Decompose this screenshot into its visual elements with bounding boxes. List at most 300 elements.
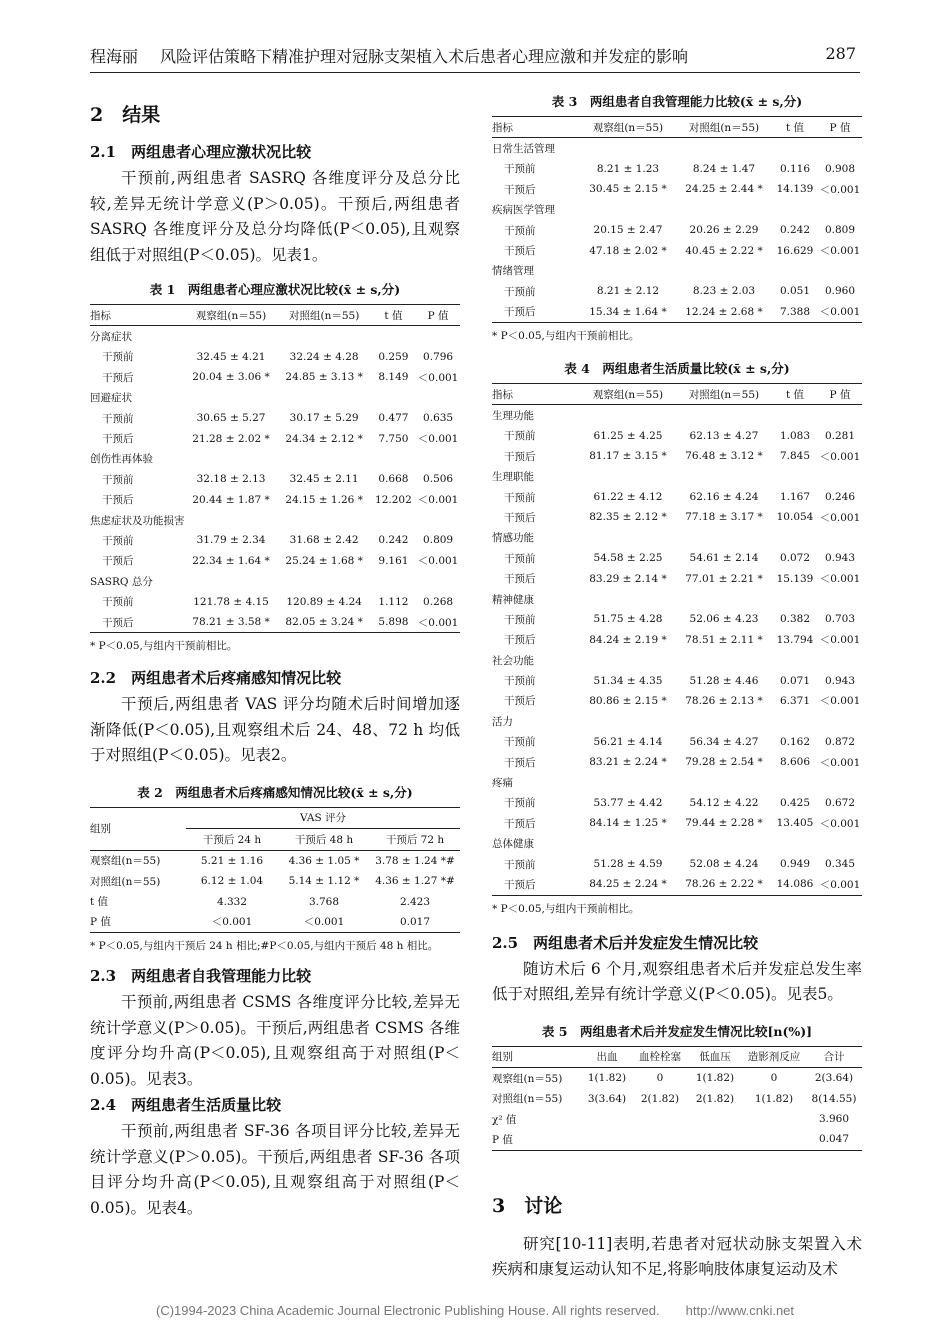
table-cell: 78.51 ± 2.11 *: [685, 633, 763, 646]
table-cell: 79.44 ± 2.28 *: [685, 817, 763, 830]
table-cell: 78.21 ± 3.58 *: [185, 612, 278, 633]
table-cell: [772, 589, 818, 609]
header-title: 风险评估策略下精准护理对冠脉支架植入术后患者心理应激和并发症的影响: [160, 47, 689, 66]
table-cell: 51.34 ± 4.35: [593, 674, 663, 687]
table-row: [90, 850, 460, 871]
table-row: [90, 551, 460, 571]
table-cell: 51.28 ± 4.59: [593, 858, 663, 871]
table-row: [90, 469, 460, 489]
table-cell: 0.047: [806, 1129, 862, 1150]
table-cell: 0.949: [779, 858, 811, 871]
table-cell: ＜0.001: [278, 912, 370, 933]
table-cell: [676, 138, 772, 159]
table-row: [90, 408, 460, 428]
table-cell: 0.242: [378, 534, 409, 547]
table-cell: 干预前: [102, 473, 134, 486]
table-cell: 生理职能: [492, 471, 534, 484]
table-row: [90, 428, 460, 448]
table-cell: P 值: [90, 912, 186, 933]
table-cell: 0.259: [378, 350, 409, 363]
table-row: [492, 179, 862, 199]
table-cell: 52.08 ± 4.24: [689, 858, 759, 871]
table-3: [492, 116, 862, 323]
table-cell: 1.167: [779, 491, 811, 504]
table-row: [90, 871, 460, 891]
table-cell: [688, 1109, 742, 1129]
table-cell: 干预前: [504, 285, 536, 298]
table-cell: [371, 449, 416, 469]
table-cell: [742, 1109, 806, 1129]
table-cell: ＜0.001: [819, 573, 861, 586]
table-cell: [676, 528, 772, 548]
table-cell: 1(1.82): [754, 1092, 794, 1105]
table-row: [492, 281, 862, 301]
copyright-footer: (C)1994-2023 China Academic Journal Electronic Publishing House. All rights reserved. http://www.cnki.net: [155, 1303, 795, 1318]
table-cell: 24.15 ± 1.26 *: [285, 493, 363, 506]
group-row: [492, 772, 862, 792]
table-cell: ＜0.001: [819, 756, 861, 769]
table-cell: 0.668: [378, 473, 409, 486]
table-cell: 20.15 ± 2.47: [593, 224, 663, 237]
section-3-heading: 3 讨论: [492, 1194, 563, 1217]
group-row: [90, 388, 460, 408]
table-row: [492, 1109, 862, 1129]
table-cell: ＜0.001: [818, 874, 862, 895]
table-cell: 日常生活管理: [492, 143, 555, 156]
table-cell: 总体健康: [492, 838, 534, 851]
table-cell: 疾病医学管理: [492, 204, 555, 217]
t2-group-header: 组别: [90, 807, 186, 850]
table-cell: 干预前: [102, 412, 134, 425]
table-row: [90, 347, 460, 367]
table-cell: 32.18 ± 2.13: [196, 473, 266, 486]
table-cell: [676, 200, 772, 220]
table-cell: 40.45 ± 2.22 *: [685, 244, 763, 257]
table-row: [492, 609, 862, 629]
section-2-1-text: 干预前,两组患者 SASRQ 各维度评分及总分比较,差异无统计学意义(P＞0.05)。干预后,两组患者 SASRQ 各维度评分及总分均降低(P＜0.05),且观察组低于对照组(P＜0.05)。见表1。: [90, 169, 460, 264]
table-2-caption: 表 2 两组患者术后疼痛感知情况比较(x̄ ± s,分): [137, 784, 413, 800]
column-header: P 值: [818, 383, 862, 404]
table-cell: [818, 772, 862, 792]
table-cell: [278, 449, 371, 469]
table-cell: 0.672: [824, 796, 856, 809]
table-cell: 3.768: [308, 895, 340, 908]
table-cell: 32.45 ± 2.11: [289, 473, 359, 486]
table-cell: [818, 405, 862, 426]
table-cell: 84.24 ± 2.19 *: [589, 633, 667, 646]
table-cell: 2.423: [399, 895, 431, 908]
table-cell: 焦虑症状及功能损害: [90, 514, 185, 527]
table-cell: [632, 1129, 688, 1150]
table-cell: 79.28 ± 2.54 *: [685, 756, 763, 769]
table-cell: [818, 466, 862, 486]
table-row: [492, 507, 862, 527]
table-cell: 76.48 ± 3.12 *: [685, 450, 763, 463]
table-cell: 0.506: [423, 473, 454, 486]
table-cell: 0.242: [779, 224, 811, 237]
group-row: [492, 200, 862, 220]
table-cell: 121.78 ± 4.15: [193, 595, 269, 608]
table-4: [492, 383, 862, 896]
table-cell: [818, 711, 862, 731]
table-cell: 0: [656, 1072, 664, 1085]
table-cell: 31.79 ± 2.34: [196, 534, 266, 547]
table-cell: 4.36 ± 1.27 *#: [375, 875, 455, 888]
table-cell: [580, 589, 676, 609]
table-row: [492, 568, 862, 588]
table-cell: 25.24 ± 1.68 *: [285, 554, 363, 567]
table-cell: 0: [770, 1072, 778, 1085]
table-cell: [185, 571, 278, 591]
table-cell: 干预后: [492, 302, 580, 323]
table-cell: 0.477: [378, 412, 409, 425]
table-cell: 83.29 ± 2.14 *: [589, 572, 667, 585]
left-column: [90, 100, 460, 1221]
table-row: [492, 548, 862, 568]
table-cell: [818, 200, 862, 220]
group-row: [492, 261, 862, 281]
table-cell: [582, 1129, 632, 1150]
table-cell: 干预后: [504, 817, 536, 830]
column-header: 出血: [582, 1046, 632, 1067]
table-cell: [580, 466, 676, 486]
table-cell: ＜0.001: [818, 302, 862, 323]
table-cell: 0.246: [824, 491, 856, 504]
table-cell: 1(1.82): [695, 1072, 735, 1085]
table-cell: 干预后: [102, 433, 134, 446]
table-cell: 78.26 ± 2.22 *: [676, 874, 772, 895]
table-cell: [580, 138, 676, 159]
table-cell: 0.345: [824, 858, 856, 871]
header-rule: [90, 72, 860, 73]
table-cell: 0.960: [824, 285, 856, 298]
table-cell: 5.898: [371, 612, 416, 633]
table-5-caption: 表 5 两组患者术后并发症发生情况比较[n(%)]: [541, 1023, 813, 1039]
table-cell: 0.809: [423, 534, 454, 547]
table-cell: 54.61 ± 2.14: [689, 552, 759, 565]
table-cell: ＜0.001: [819, 634, 861, 647]
table-cell: 2(1.82): [695, 1092, 735, 1105]
table-cell: 20.44 ± 1.87 *: [192, 493, 270, 506]
table-cell: [582, 1109, 632, 1129]
table-cell: 干预后: [102, 371, 134, 384]
table-cell: 情绪管理: [492, 265, 534, 278]
table-cell: 51.28 ± 4.46: [689, 674, 759, 687]
table-cell: [371, 571, 416, 591]
table-cell: 干预后: [504, 756, 536, 769]
table-cell: 0.635: [423, 412, 454, 425]
table-cell: 0.017: [370, 912, 460, 933]
table-cell: 0.162: [779, 735, 811, 748]
page-number: 287: [825, 44, 856, 63]
table-cell: 1(1.82): [587, 1072, 627, 1085]
table-cell: 77.18 ± 3.17 *: [685, 511, 763, 524]
table-cell: 12.24 ± 2.68 *: [676, 302, 772, 323]
table-cell: 24.34 ± 2.12 *: [285, 432, 363, 445]
column-header: 观察组(n＝55): [580, 383, 676, 404]
table-cell: t 值: [90, 896, 109, 908]
table-cell: [676, 650, 772, 670]
table-4-note: * P＜0.05,与组内干预前相比。: [492, 902, 640, 915]
table-cell: 14.086: [772, 874, 818, 895]
table-cell: [818, 528, 862, 548]
table-cell: 0.072: [779, 552, 811, 565]
table-cell: 分离症状: [90, 331, 132, 344]
table-cell: ＜0.001: [819, 245, 861, 258]
section-2-4-text: 干预前,两组患者 SF-36 各项目评分比较,差异无统计学意义(P＞0.05)。干预后,两组患者 SF-36 各项目评分均升高(P＜0.05),且观察组高于对照组(P＜0.05)。见表4。: [90, 1122, 460, 1217]
table-cell: ＜0.001: [416, 612, 460, 633]
table-cell: [416, 510, 460, 530]
table-cell: 51.75 ± 4.28: [593, 613, 663, 626]
table-cell: 84.14 ± 1.25 *: [589, 817, 667, 830]
table-row: [90, 490, 460, 510]
table-cell: 0.908: [824, 162, 856, 175]
table-cell: 干预后: [504, 183, 536, 196]
table-row: [90, 912, 460, 933]
table-cell: 82.35 ± 2.12 *: [589, 511, 667, 524]
table-cell: [676, 466, 772, 486]
table-cell: 32.45 ± 4.21: [196, 350, 266, 363]
column-header: t 值: [371, 305, 416, 326]
table-cell: [772, 138, 818, 159]
table-cell: [371, 510, 416, 530]
table-cell: 3.960: [818, 1113, 850, 1126]
column-header: 对照组(n＝55): [278, 305, 371, 326]
table-cell: 61.22 ± 4.12: [593, 491, 663, 504]
table-cell: 0.425: [779, 796, 811, 809]
group-row: [90, 510, 460, 530]
table-cell: 2(3.64): [814, 1072, 854, 1085]
table-cell: 8.606: [779, 756, 811, 769]
table-cell: 62.13 ± 4.27: [689, 429, 759, 442]
table-cell: [278, 388, 371, 408]
column-header: 造影剂反应: [742, 1046, 806, 1067]
table-cell: [416, 326, 460, 347]
table-cell: [818, 138, 862, 159]
t2-subheader: 干预后 72 h: [370, 829, 460, 850]
table-cell: [676, 711, 772, 731]
table-cell: [772, 261, 818, 281]
table-cell: [580, 261, 676, 281]
table-cell: [772, 528, 818, 548]
table-3-caption: 表 3 两组患者自我管理能力比较(x̄ ± s,分): [551, 94, 803, 109]
column-header: P 值: [818, 117, 862, 138]
table-row: [492, 220, 862, 240]
table-cell: 84.25 ± 2.24 *: [580, 874, 676, 895]
table-cell: 83.21 ± 2.24 *: [589, 756, 667, 769]
table-cell: 81.17 ± 3.15 *: [589, 450, 667, 463]
table-cell: [818, 589, 862, 609]
table-cell: 情感功能: [492, 532, 534, 545]
table-cell: [676, 405, 772, 426]
table-cell: [772, 200, 818, 220]
table-cell: 4.36 ± 1.05 *: [288, 854, 360, 867]
table-cell: [818, 261, 862, 281]
table-cell: 8.149: [378, 371, 409, 384]
table-cell: 0.809: [824, 224, 856, 237]
table-cell: 干预前: [504, 224, 536, 237]
table-cell: ＜0.001: [819, 695, 861, 708]
table-cell: 0.943: [824, 552, 856, 565]
table-cell: 8.21 ± 2.12: [596, 285, 660, 298]
table-cell: 54.58 ± 2.25: [593, 552, 663, 565]
table-cell: [676, 589, 772, 609]
section-2-2-text: 干预后,两组患者 VAS 评分均随术后时间增加逐渐降低(P＜0.05),且观察组术后 24、48、72 h 均低于对照组(P＜0.05)。见表2。: [90, 695, 460, 765]
table-cell: 干预前: [504, 491, 536, 504]
table-cell: [580, 711, 676, 731]
table-cell: 14.139: [776, 183, 814, 196]
column-header: 合计: [806, 1046, 862, 1067]
table-row: [492, 752, 862, 772]
table-cell: 0.116: [779, 162, 811, 175]
table-cell: [632, 1109, 688, 1129]
table-row: [492, 691, 862, 711]
table-row: [90, 367, 460, 387]
table-row: [90, 530, 460, 550]
table-5: [492, 1046, 862, 1151]
table-cell: 对照组(n＝55): [90, 875, 161, 888]
table-row: [492, 159, 862, 179]
column-header: 血栓栓塞: [632, 1046, 688, 1067]
table-cell: 20.04 ± 3.06 *: [192, 371, 270, 384]
table-cell: [818, 834, 862, 854]
table-cell: 干预前: [504, 552, 536, 565]
table-cell: 30.65 ± 5.27: [196, 412, 266, 425]
table-cell: 0.051: [779, 285, 811, 298]
table-cell: 干预前: [504, 797, 536, 810]
column-header: t 值: [772, 117, 818, 138]
table-cell: [371, 326, 416, 347]
group-row: [492, 650, 862, 670]
table-cell: [580, 650, 676, 670]
group-row: [492, 405, 862, 426]
section-3-text: 研究[10-11]表明,若患者对冠状动脉支架置入术疾病和康复运动认知不足,将影响肢体康复运动及术: [492, 1234, 862, 1279]
t2-vas-header: VAS 评分: [186, 807, 460, 828]
table-cell: 82.05 ± 3.24 *: [278, 612, 371, 633]
table-row: [492, 1088, 862, 1108]
table-cell: 7.845: [779, 450, 811, 463]
table-cell: 6.12 ± 1.04: [200, 875, 264, 888]
table-cell: 6.371: [779, 694, 811, 707]
table-cell: 疼痛: [492, 777, 513, 790]
table-row: [90, 591, 460, 611]
table-cell: 干预后: [504, 511, 536, 524]
table-cell: 0.382: [779, 613, 811, 626]
table-cell: 0.281: [824, 429, 856, 442]
table-cell: [772, 772, 818, 792]
table-cell: χ² 值: [492, 1113, 517, 1126]
table-cell: 5.21 ± 1.16: [200, 854, 264, 867]
table-cell: 21.28 ± 2.02 *: [192, 432, 270, 445]
table-cell: ＜0.001: [417, 433, 459, 446]
table-2: [90, 807, 460, 933]
table-cell: ＜0.001: [819, 183, 861, 196]
table-cell: 干预前: [504, 613, 536, 626]
table-cell: ＜0.001: [417, 371, 459, 384]
table-cell: [185, 326, 278, 347]
table-cell: 观察组(n＝55): [492, 1072, 563, 1085]
table-cell: 7.750: [378, 432, 409, 445]
column-header: 指标: [492, 383, 580, 404]
table-cell: [676, 772, 772, 792]
table-cell: ＜0.001: [819, 450, 861, 463]
table-cell: 15.34 ± 1.64 *: [580, 302, 676, 323]
column-header: 观察组(n＝55): [580, 117, 676, 138]
table-cell: SASRQ 总分: [90, 575, 153, 588]
table-cell: 15.139: [776, 572, 814, 585]
table-cell: 干预后: [102, 494, 134, 507]
right-column: [492, 92, 862, 1283]
group-row: [90, 571, 460, 591]
table-cell: [416, 571, 460, 591]
table-row: [492, 813, 862, 833]
group-row: [492, 466, 862, 486]
column-header: 组别: [492, 1046, 582, 1067]
table-cell: 10.054: [776, 511, 814, 524]
group-row: [492, 138, 862, 159]
table-cell: 31.68 ± 2.42: [289, 534, 359, 547]
table-cell: 干预后: [504, 450, 536, 463]
table-cell: [580, 834, 676, 854]
table-cell: 对照组(n＝55): [492, 1093, 563, 1106]
table-cell: 干预前: [102, 534, 134, 547]
table-cell: 13.794: [776, 633, 814, 646]
table-cell: 干预前: [102, 596, 134, 609]
table-cell: 干预后: [504, 695, 536, 708]
table-row: [492, 793, 862, 813]
table-cell: 52.06 ± 4.23: [689, 613, 759, 626]
table-cell: 1.083: [779, 429, 811, 442]
table-4-caption: 表 4 两组患者生活质量比较(x̄ ± s,分): [564, 360, 790, 376]
table-2-note: * P＜0.05,与组内干预后 24 h 相比;#P＜0.05,与组内干预后 48 h 相比。: [90, 940, 439, 953]
section-2-3-text: 干预前,两组患者 CSMS 各维度评分比较,差异无统计学意义(P＞0.05)。干预后,两组患者 CSMS 各维度评分均升高(P＜0.05),且观察组高于对照组(P＜0.05)。见表3。: [90, 993, 460, 1088]
table-row: [492, 240, 862, 260]
table-cell: 9.161: [378, 554, 409, 567]
table-cell: 0.268: [423, 595, 454, 608]
group-row: [492, 528, 862, 548]
group-row: [492, 711, 862, 731]
table-row: [492, 446, 862, 466]
column-header: 低血压: [688, 1046, 742, 1067]
table-cell: 8.24 ± 1.47: [692, 162, 756, 175]
header-author: 程海丽: [90, 47, 139, 66]
table-cell: [416, 449, 460, 469]
table-cell: ＜0.001: [819, 817, 861, 830]
table-3-note: * P＜0.05,与组内干预前相比。: [492, 329, 640, 342]
t2-subheader: 干预后 48 h: [278, 829, 370, 850]
table-cell: [772, 711, 818, 731]
table-cell: 2(1.82): [640, 1092, 680, 1105]
table-cell: [278, 326, 371, 347]
table-row: [492, 302, 862, 323]
table-cell: 56.34 ± 4.27: [689, 735, 759, 748]
table-cell: 32.24 ± 4.28: [289, 350, 359, 363]
table-1-caption: 表 1 两组患者心理应激状况比较(x̄ ± s,分): [149, 282, 401, 297]
table-row: [492, 732, 862, 752]
table-cell: [278, 510, 371, 530]
table-cell: 1.112: [378, 595, 409, 608]
table-row: [90, 891, 460, 911]
section-2-5-heading: 2.5 两组患者术后并发症发生情况比较: [492, 933, 759, 952]
table-cell: [772, 405, 818, 426]
table-cell: 干预前: [504, 430, 536, 443]
table-cell: 生理功能: [492, 409, 534, 422]
column-header: 指标: [90, 305, 185, 326]
group-row: [90, 449, 460, 469]
table-cell: 56.21 ± 4.14: [593, 735, 663, 748]
table-row: [492, 630, 862, 650]
table-cell: [580, 528, 676, 548]
